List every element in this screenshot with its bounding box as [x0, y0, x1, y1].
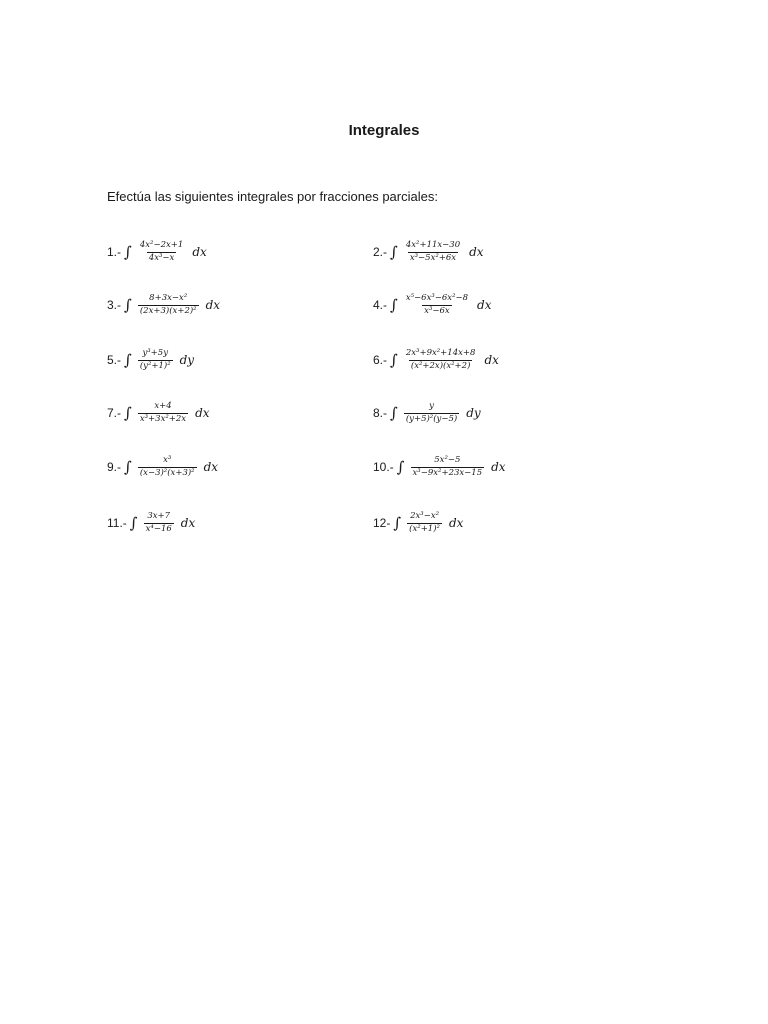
- integral-sign: ∫: [390, 403, 398, 422]
- integral-sign: ∫: [124, 295, 132, 314]
- fraction: [138, 241, 185, 264]
- differential: dx: [195, 406, 210, 421]
- denominator: x³−6x: [424, 305, 450, 316]
- denominator: (x−3)²(x+3)²: [139, 467, 195, 478]
- integral-sign: ∫: [124, 457, 132, 476]
- differential: dx: [448, 516, 464, 531]
- numerator: x⁵−6x³−6x²−8: [405, 293, 469, 303]
- fraction: [404, 349, 478, 372]
- fraction: [404, 241, 462, 264]
- differential: dy: [179, 353, 195, 368]
- document-title: Integrales: [348, 122, 420, 139]
- denominator: 4x³−x: [148, 252, 175, 263]
- problem-6: [373, 349, 499, 372]
- problem-1: [107, 241, 207, 264]
- problem-label: 7.-: [107, 406, 122, 421]
- denominator: x⁴−16: [145, 523, 172, 534]
- fraction: [411, 456, 485, 479]
- problem-11: [107, 512, 195, 535]
- denominator: x³+3x²+2x: [139, 413, 187, 424]
- problem-label: 12-: [373, 516, 391, 531]
- fraction: [144, 512, 174, 535]
- problem-2: [373, 241, 484, 264]
- problem-label: 8.-: [373, 406, 388, 421]
- denominator: x³−9x²+23x−15: [412, 467, 483, 478]
- integral-sign: ∫: [390, 295, 398, 314]
- denominator: (y²+1)²: [139, 360, 171, 371]
- integral-sign: ∫: [124, 350, 132, 369]
- problem-label: 11.-: [107, 516, 127, 531]
- numerator: x³: [163, 455, 172, 465]
- numerator: 4x²+11x−30: [405, 240, 461, 250]
- integral-sign: ∫: [124, 403, 132, 422]
- problem-7: [107, 402, 210, 425]
- problem-9: [107, 456, 218, 479]
- problem-label: 6.-: [373, 353, 388, 368]
- denominator: x³−5x²+6x: [409, 252, 457, 263]
- integral-sign: ∫: [129, 513, 138, 532]
- numerator: 2x³+9x²+14x+8: [405, 348, 476, 358]
- fraction: [138, 456, 197, 479]
- numerator: 4x²−2x+1: [139, 240, 184, 250]
- problem-5: [107, 349, 194, 372]
- problem-label: 1.-: [107, 245, 122, 260]
- instructions-text: Efectúa las siguientes integrales por fracciones parciales:: [107, 189, 438, 204]
- fraction: [404, 402, 459, 425]
- problem-4: [373, 294, 492, 317]
- problem-8: [373, 402, 481, 425]
- problem-label: 5.-: [107, 353, 122, 368]
- problem-12: [373, 512, 463, 535]
- differential: dx: [484, 353, 499, 368]
- integral-sign: ∫: [390, 350, 398, 369]
- differential: dx: [205, 298, 221, 313]
- problem-3: [107, 294, 220, 317]
- differential: dx: [477, 298, 492, 313]
- numerator: y³+5y: [142, 348, 168, 358]
- differential: dx: [180, 516, 196, 531]
- differential: dx: [469, 245, 484, 260]
- fraction: [407, 512, 442, 535]
- denominator: (y+5)²(y−5): [405, 413, 458, 424]
- problem-label: 4.-: [373, 298, 388, 313]
- fraction: [138, 294, 199, 317]
- integral-sign: ∫: [393, 513, 402, 532]
- numerator: 5x²−5: [434, 455, 461, 465]
- problem-label: 10.-: [373, 460, 394, 475]
- denominator: (2x+3)(x+2)²: [139, 305, 197, 316]
- differential: dx: [491, 460, 506, 475]
- differential: dx: [203, 460, 219, 475]
- numerator: x+4: [154, 401, 172, 411]
- fraction: [138, 402, 188, 425]
- differential: dx: [192, 245, 207, 260]
- numerator: 8+3x−x²: [149, 293, 188, 303]
- numerator: 3x+7: [147, 511, 171, 521]
- fraction: [138, 349, 173, 372]
- problem-10: [373, 456, 506, 479]
- denominator: (x²+2x)(x²+2): [410, 360, 471, 371]
- numerator: 2x³−x²: [410, 511, 440, 521]
- numerator: y: [429, 401, 434, 411]
- integral-sign: ∫: [124, 242, 132, 261]
- problem-label: 2.-: [373, 245, 388, 260]
- denominator: (x²+1)²: [409, 523, 440, 534]
- integral-sign: ∫: [396, 457, 405, 476]
- fraction: [404, 294, 470, 317]
- differential: dy: [466, 406, 481, 421]
- problem-label: 9.-: [107, 460, 122, 475]
- problem-label: 3.-: [107, 298, 122, 313]
- integral-sign: ∫: [390, 242, 398, 261]
